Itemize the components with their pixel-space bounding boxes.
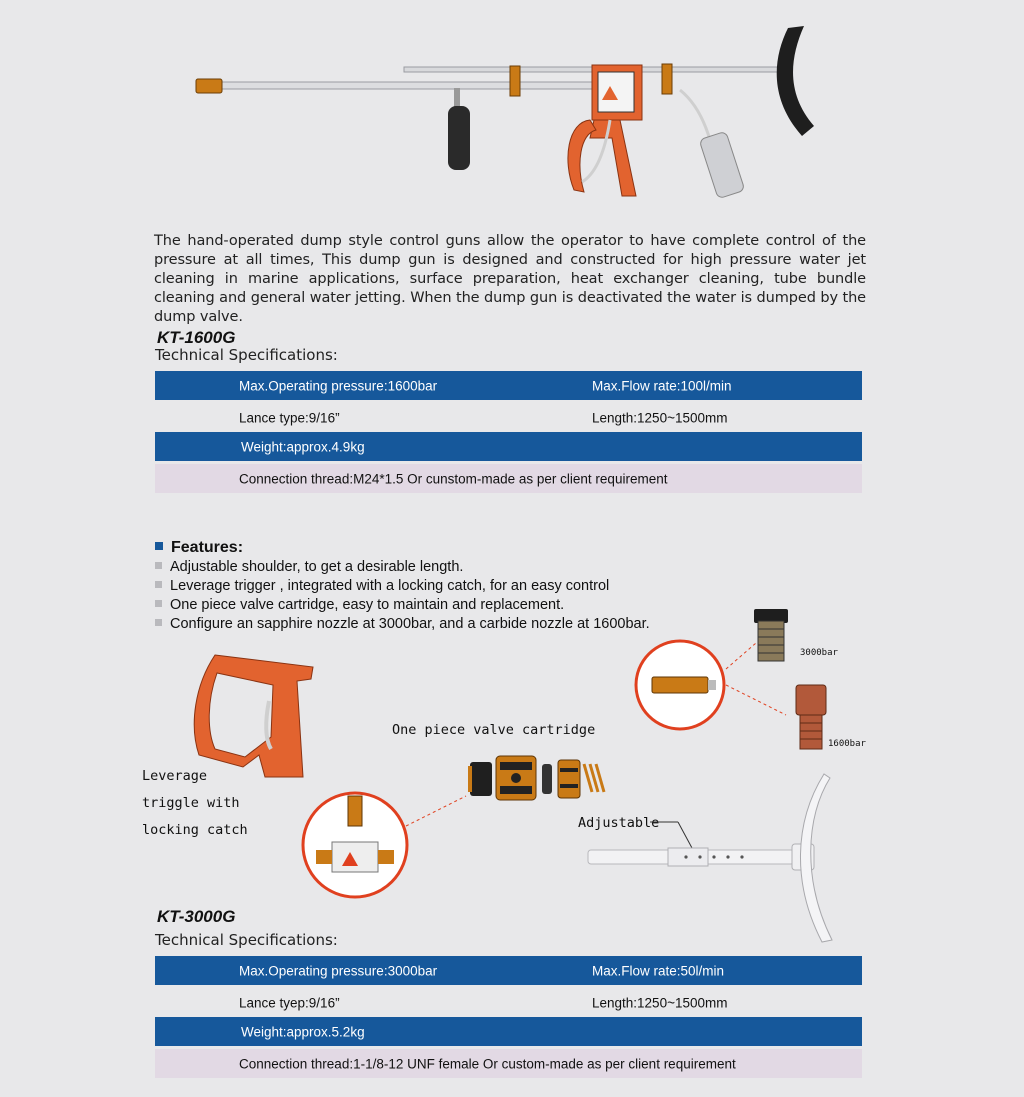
list-item: Adjustable shoulder, to get a desirable length. xyxy=(155,558,650,577)
length-spec: Length:1250~1500mm xyxy=(592,410,728,425)
spec-table-kt1600 xyxy=(155,371,862,493)
spec-row xyxy=(155,432,862,461)
bullet-icon xyxy=(155,619,162,626)
spec-subtitle-kt3000: Technical Specifications: xyxy=(155,931,338,949)
spec-row xyxy=(155,464,862,493)
list-item: Leverage trigger , integrated with a locking catch, for an easy control xyxy=(155,577,650,596)
adjustable-label: Adjustable xyxy=(578,815,660,831)
leverage-label-1: Leverage xyxy=(142,768,208,784)
dump-gun-image xyxy=(190,10,830,210)
bullet-icon xyxy=(155,581,162,588)
intro-paragraph: The hand-operated dump style control guns allow the operator to have complete control of the pressure at all times, This dump gun is designed and constructed for high pressure water jet cleaning in marine applications, surface preparation, heat exchanger cleaning, tube bundle cleaning and general water jetting. When the dump gun is deactivated the water is dumped by the dump valve. xyxy=(154,233,866,325)
features-list xyxy=(155,558,650,634)
spec-table-kt3000 xyxy=(155,956,862,1078)
flow-spec: Max.Flow rate:50l/min xyxy=(592,963,725,978)
weight-spec: Weight:approx.4.9kg xyxy=(241,439,365,454)
pressure-spec: Max.Operating pressure:3000bar xyxy=(239,963,438,978)
leverage-label-3: locking catch xyxy=(142,822,248,838)
pressure-spec: Max.Operating pressure:1600bar xyxy=(239,378,438,393)
flow-spec: Max.Flow rate:100l/min xyxy=(592,378,732,393)
lance-spec: Lance tyep:9/16” xyxy=(239,995,340,1010)
list-item: Configure an sapphire nozzle at 3000bar, and a carbide nozzle at 1600bar. xyxy=(155,615,650,634)
nozzle-3000-label: 3000bar xyxy=(800,648,838,658)
square-bullet-icon xyxy=(155,542,163,550)
lance-spec: Lance type:9/16” xyxy=(239,410,340,425)
bullet-icon xyxy=(155,600,162,607)
spec-row xyxy=(155,403,862,432)
spec-row xyxy=(155,1049,862,1078)
length-spec: Length:1250~1500mm xyxy=(592,995,728,1010)
features-heading: Features: xyxy=(155,539,243,557)
spec-subtitle-kt1600: Technical Specifications: xyxy=(155,346,338,364)
valve-callout-image xyxy=(300,760,470,910)
leverage-label-2: triggle with xyxy=(142,795,240,811)
spec-row xyxy=(155,956,862,985)
cartridge-label: One piece valve cartridge xyxy=(392,722,596,738)
nozzle-1600-label: 1600bar xyxy=(828,739,866,749)
thread-spec: Connection thread:1-1/8-12 UNF female Or custom-made as per client requirement xyxy=(239,1056,736,1071)
thread-spec: Connection thread:M24*1.5 Or cunstom-made as per client requirement xyxy=(239,471,668,486)
weight-spec: Weight:approx.5.2kg xyxy=(241,1024,365,1039)
adjustable-stock-image xyxy=(580,770,870,950)
spec-row xyxy=(155,1017,862,1046)
spec-row xyxy=(155,988,862,1017)
spec-row xyxy=(155,371,862,400)
model-title-kt3000: KT-3000G xyxy=(157,907,236,926)
nozzle-callout-image xyxy=(630,605,870,755)
list-item: One piece valve cartridge, easy to maintain and replacement. xyxy=(155,596,650,615)
bullet-icon xyxy=(155,562,162,569)
model-title-kt1600: KT-1600G xyxy=(157,328,236,347)
